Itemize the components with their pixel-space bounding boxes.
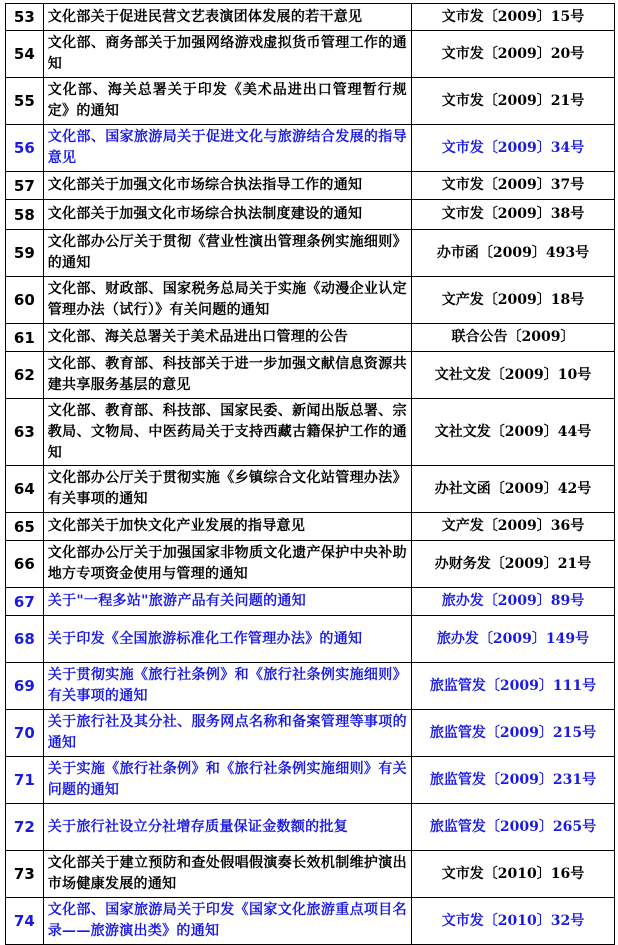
document-title: 文化部、国家旅游局关于印发《国家文化旅游重点项目名录——旅游演出类》的通知 bbox=[43, 898, 411, 945]
table-row bbox=[6, 125, 615, 172]
row-number: 70 bbox=[6, 710, 44, 757]
row-number: 59 bbox=[6, 230, 44, 277]
table-row bbox=[6, 324, 615, 352]
document-title: 关于贯彻实施《旅行社条例》和《旅行社条例实施细则》有关事项的通知 bbox=[43, 663, 411, 710]
document-title: 关于实施《旅行社条例》和《旅行社条例实施细则》有关问题的通知 bbox=[43, 757, 411, 804]
document-code: 文市发〔2009〕15号 bbox=[411, 4, 614, 31]
document-code: 文市发〔2009〕38号 bbox=[411, 200, 614, 230]
document-code: 文社文发〔2009〕10号 bbox=[411, 352, 614, 399]
document-title: 文化部办公厅关于贯彻《营业性演出管理条例实施细则》的通知 bbox=[43, 230, 411, 277]
table-body bbox=[6, 4, 615, 945]
table-row bbox=[6, 851, 615, 898]
document-code: 文市发〔2010〕32号 bbox=[411, 898, 614, 945]
row-number: 53 bbox=[6, 4, 44, 31]
document-code: 办财务发〔2009〕21号 bbox=[411, 541, 614, 588]
table-row bbox=[6, 172, 615, 200]
document-code: 旅办发〔2009〕149号 bbox=[411, 616, 614, 663]
table-row bbox=[6, 466, 615, 513]
table-row bbox=[6, 710, 615, 757]
document-code: 旅监管发〔2009〕231号 bbox=[411, 757, 614, 804]
table-row bbox=[6, 31, 615, 78]
document-title: 文化部关于建立预防和查处假唱假演奏长效机制维护演出市场健康发展的通知 bbox=[43, 851, 411, 898]
row-number: 69 bbox=[6, 663, 44, 710]
row-number: 73 bbox=[6, 851, 44, 898]
document-title: 文化部、海关总署关于印发《美术品进出口管理暂行规定》的通知 bbox=[43, 78, 411, 125]
row-number: 60 bbox=[6, 277, 44, 324]
document-title: 文化部关于促进民营文艺表演团体发展的若干意见 bbox=[43, 4, 411, 31]
document-code: 文市发〔2009〕37号 bbox=[411, 172, 614, 200]
document-title: 关于旅行社及其分社、服务网点名称和备案管理等事项的通知 bbox=[43, 710, 411, 757]
document-code: 旅监管发〔2009〕215号 bbox=[411, 710, 614, 757]
document-title: 文化部、教育部、科技部、国家民委、新闻出版总署、宗教局、文物局、中医药局关于支持西藏古籍保护工作的通知 bbox=[43, 399, 411, 466]
document-title: 关于"一程多站"旅游产品有关问题的通知 bbox=[43, 588, 411, 616]
document-title: 文化部关于加强文化市场综合执法制度建设的通知 bbox=[43, 200, 411, 230]
document-title: 文化部办公厅关于加强国家非物质文化遗产保护中央补助地方专项资金使用与管理的通知 bbox=[43, 541, 411, 588]
document-title: 文化部关于加强文化市场综合执法指导工作的通知 bbox=[43, 172, 411, 200]
row-number: 58 bbox=[6, 200, 44, 230]
table-row bbox=[6, 399, 615, 466]
document-title: 关于旅行社设立分社增存质量保证金数额的批复 bbox=[43, 804, 411, 851]
table-row bbox=[6, 352, 615, 399]
table-row bbox=[6, 200, 615, 230]
document-title: 文化部、商务部关于加强网络游戏虚拟货币管理工作的通知 bbox=[43, 31, 411, 78]
document-title: 文化部、教育部、科技部关于进一步加强文献信息资源共建共享服务基层的意见 bbox=[43, 352, 411, 399]
document-code: 文市发〔2009〕34号 bbox=[411, 125, 614, 172]
table-row bbox=[6, 78, 615, 125]
document-title: 文化部办公厅关于贯彻实施《乡镇综合文化站管理办法》有关事项的通知 bbox=[43, 466, 411, 513]
document-code: 文产发〔2009〕36号 bbox=[411, 513, 614, 541]
row-number: 63 bbox=[6, 399, 44, 466]
table-row bbox=[6, 898, 615, 945]
document-code: 旅监管发〔2009〕265号 bbox=[411, 804, 614, 851]
row-number: 64 bbox=[6, 466, 44, 513]
row-number: 65 bbox=[6, 513, 44, 541]
table-row bbox=[6, 757, 615, 804]
table-row bbox=[6, 230, 615, 277]
table-row bbox=[6, 804, 615, 851]
table-row bbox=[6, 513, 615, 541]
row-number: 72 bbox=[6, 804, 44, 851]
row-number: 71 bbox=[6, 757, 44, 804]
table-row bbox=[6, 663, 615, 710]
row-number: 66 bbox=[6, 541, 44, 588]
document-code: 文市发〔2009〕20号 bbox=[411, 31, 614, 78]
table-row bbox=[6, 4, 615, 31]
document-code: 文产发〔2009〕18号 bbox=[411, 277, 614, 324]
row-number: 56 bbox=[6, 125, 44, 172]
row-number: 67 bbox=[6, 588, 44, 616]
regulations-table bbox=[5, 3, 615, 945]
row-number: 68 bbox=[6, 616, 44, 663]
document-code: 联合公告〔2009〕 bbox=[411, 324, 614, 352]
document-code: 文市发〔2010〕16号 bbox=[411, 851, 614, 898]
row-number: 74 bbox=[6, 898, 44, 945]
document-code: 旅监管发〔2009〕111号 bbox=[411, 663, 614, 710]
row-number: 57 bbox=[6, 172, 44, 200]
document-title: 文化部、国家旅游局关于促进文化与旅游结合发展的指导意见 bbox=[43, 125, 411, 172]
row-number: 54 bbox=[6, 31, 44, 78]
document-title: 文化部关于加快文化产业发展的指导意见 bbox=[43, 513, 411, 541]
row-number: 55 bbox=[6, 78, 44, 125]
document-title: 文化部、海关总署关于美术品进出口管理的公告 bbox=[43, 324, 411, 352]
document-code: 办市函〔2009〕493号 bbox=[411, 230, 614, 277]
document-title: 关于印发《全国旅游标准化工作管理办法》的通知 bbox=[43, 616, 411, 663]
row-number: 62 bbox=[6, 352, 44, 399]
document-title: 文化部、财政部、国家税务总局关于实施《动漫企业认定管理办法（试行）》有关问题的通知 bbox=[43, 277, 411, 324]
table-row bbox=[6, 541, 615, 588]
document-code: 文市发〔2009〕21号 bbox=[411, 78, 614, 125]
table-row bbox=[6, 588, 615, 616]
table-row bbox=[6, 616, 615, 663]
document-code: 文社文发〔2009〕44号 bbox=[411, 399, 614, 466]
document-code: 旅办发〔2009〕89号 bbox=[411, 588, 614, 616]
table-row bbox=[6, 277, 615, 324]
document-code: 办社文函〔2009〕42号 bbox=[411, 466, 614, 513]
row-number: 61 bbox=[6, 324, 44, 352]
